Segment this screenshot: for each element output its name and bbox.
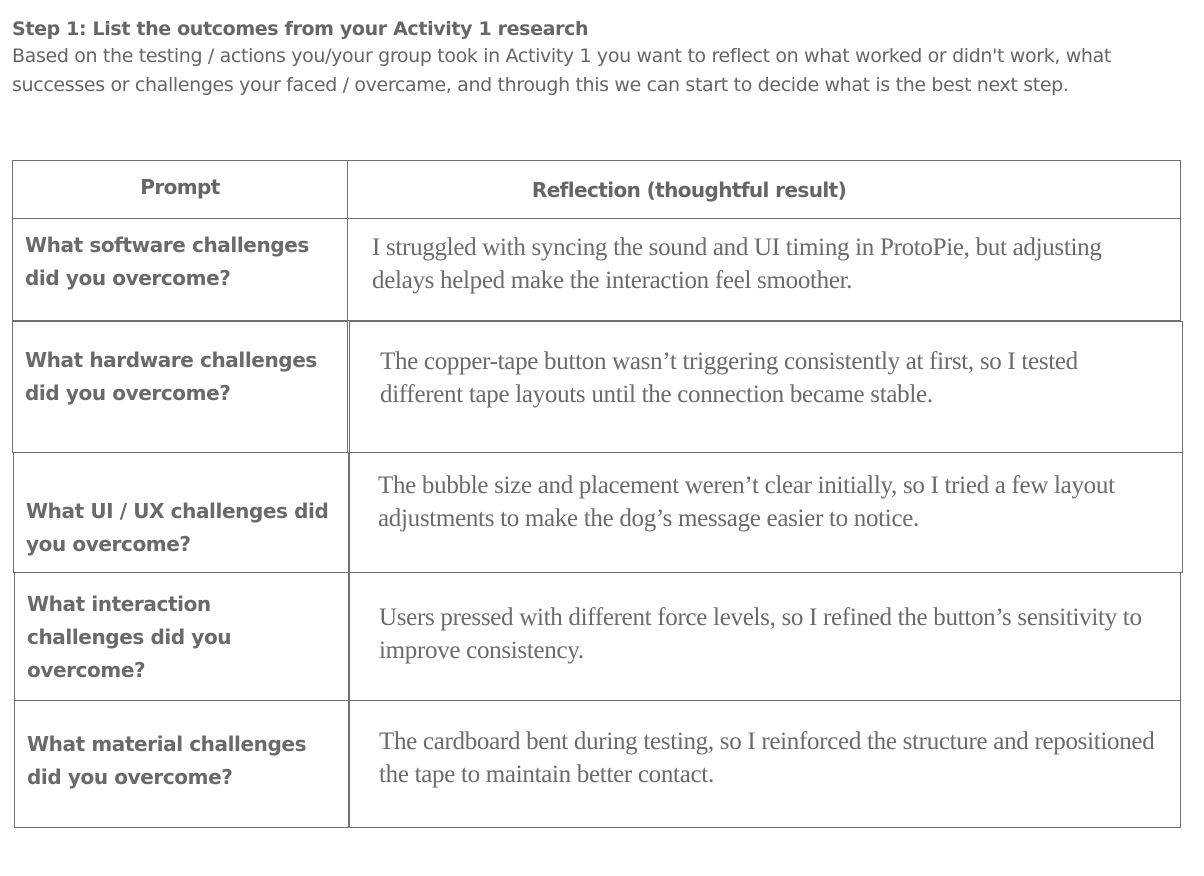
header-cell-prompt: [12, 160, 348, 219]
reflection-text: Users pressed with different force levels, so I refined the button’s sensitivity to improve consistency.: [379, 603, 1142, 664]
reflection-text: I struggled with syncing the sound and UI timing in ProtoPie, but adjusting delays helped make the interaction feel smoother.: [372, 233, 1102, 294]
table-header-row: [12, 160, 1181, 219]
reflection-text: The cardboard bent during testing, so I reinforced the structure and repositioned the tape to maintain better contact.: [379, 728, 1155, 788]
prompt-text: What software challenges did you overcome?: [25, 232, 309, 290]
reflection-cell[interactable]: [347, 218, 1181, 321]
prompt-text: What material challenges did you overcome?: [27, 732, 307, 789]
prompt-cell: [13, 452, 349, 573]
intro-section: [12, 16, 1192, 100]
prompt-cell: [12, 218, 348, 321]
table-row: [12, 452, 1181, 573]
reflection-cell[interactable]: [348, 572, 1181, 701]
prompt-cell: [14, 700, 350, 828]
table-row: [12, 218, 1181, 321]
prompt-text: What UI / UX challenges did you overcome?: [26, 498, 329, 556]
reflection-text: The copper-tape button wasn’t triggering consistently at first, so I tested different tape layouts until the connection became stable.: [380, 348, 1078, 408]
prompt-text: What hardware challenges did you overcome?: [25, 348, 317, 405]
header-prompt-label: Prompt: [140, 174, 220, 199]
reflection-cell[interactable]: [348, 700, 1181, 828]
prompt-cell: [14, 572, 350, 701]
table-row: [12, 572, 1181, 701]
reflection-text: The bubble size and placement weren’t clear initially, so I tried a few layout adjustments to make the dog’s message easier to notice.: [378, 471, 1115, 532]
step-description: Based on the testing / actions you/your group took in Activity 1 you want to reflect on what worked or didn't work, what successes or challenges your faced / overcame, and through this we can start to decide what is the best next step.: [12, 45, 1112, 96]
reflection-cell[interactable]: [349, 321, 1183, 453]
header-cell-reflection: [347, 160, 1181, 219]
reflection-cell[interactable]: [349, 452, 1183, 573]
step-title: Step 1: List the outcomes from your Activity 1 research: [12, 18, 589, 40]
header-reflection-label: Reflection (thoughtful result): [531, 177, 847, 202]
prompt-cell: [12, 321, 348, 453]
table-row: [12, 321, 1181, 453]
prompt-text: What interaction challenges did you overcome?: [27, 592, 232, 682]
table-row: [12, 700, 1181, 828]
